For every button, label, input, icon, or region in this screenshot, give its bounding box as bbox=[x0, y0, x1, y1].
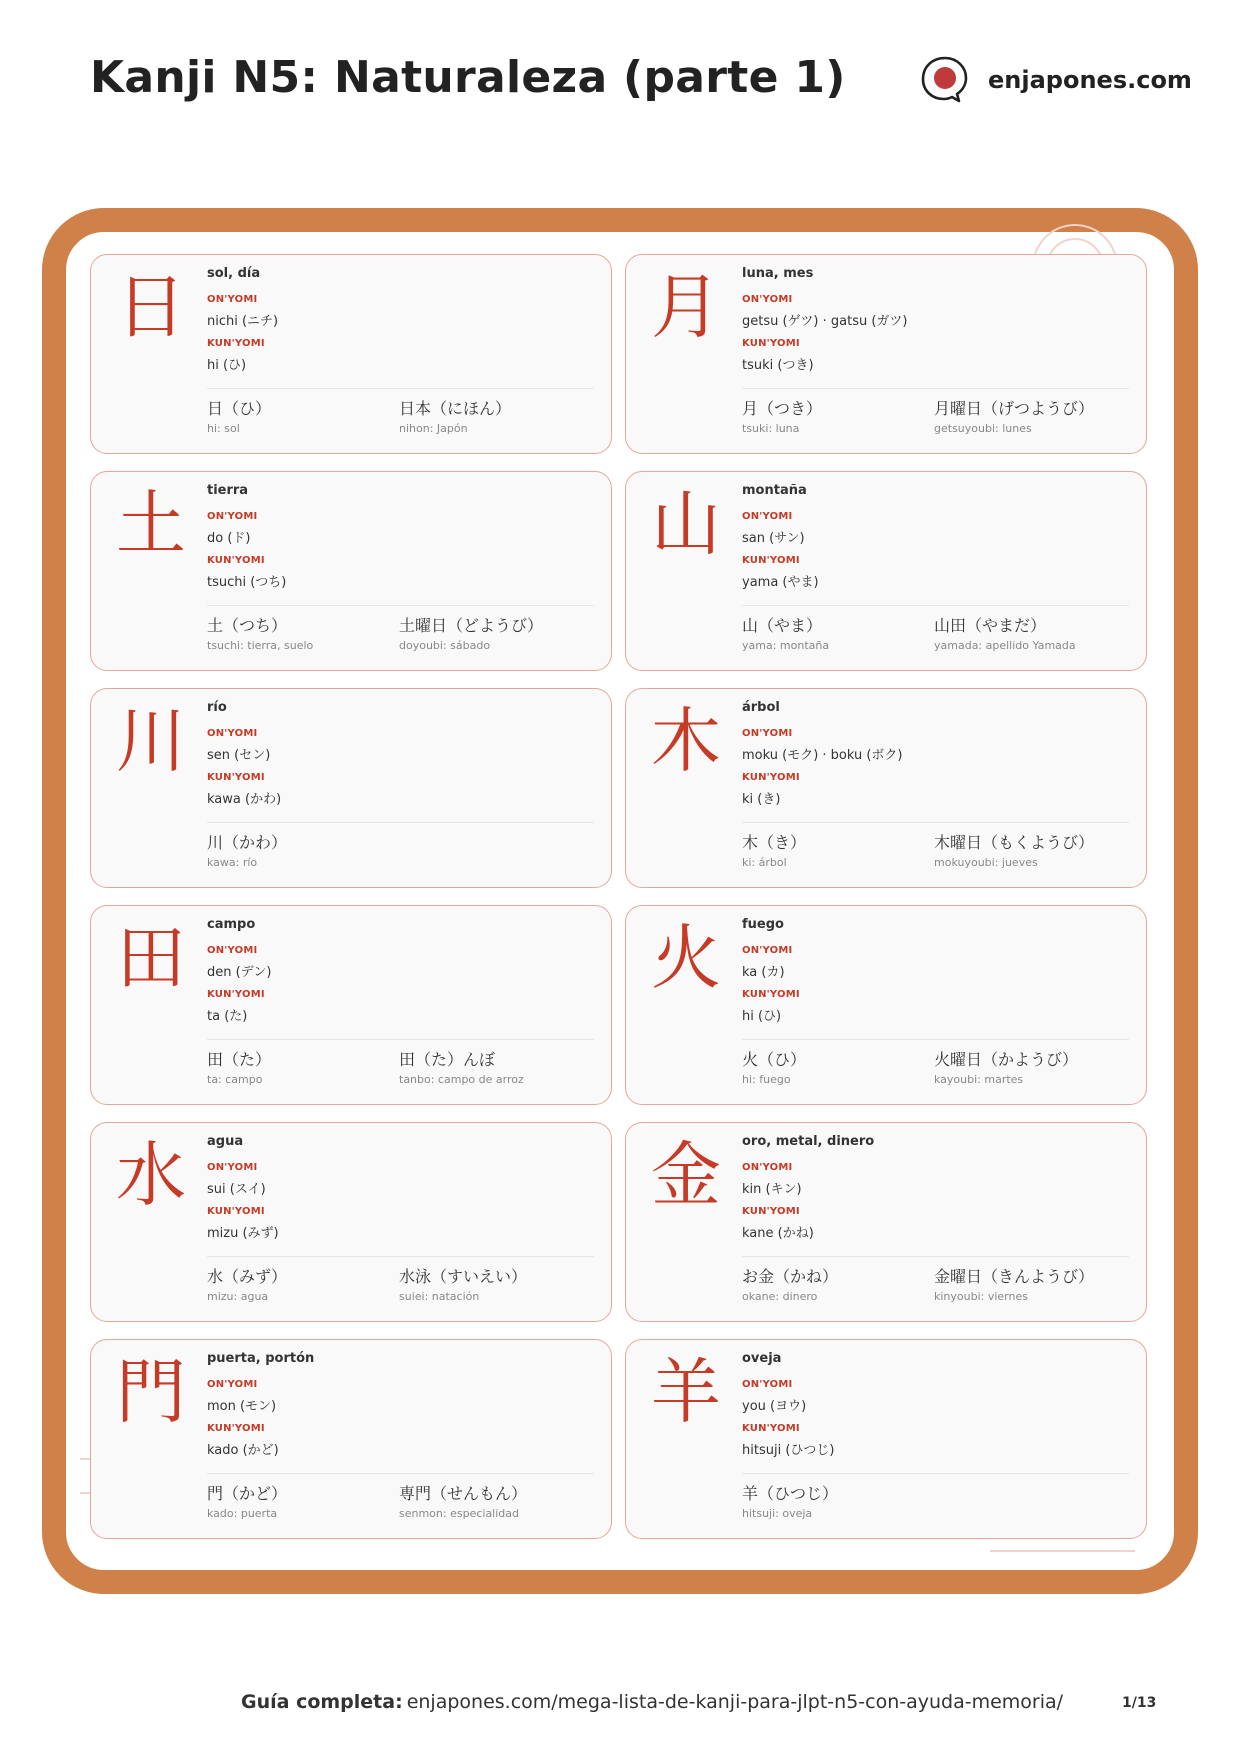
example-word: 門（かど） bbox=[207, 1484, 288, 1503]
kanji-card bbox=[625, 1122, 1147, 1322]
example-word: 金曜日（きんようび） bbox=[934, 1267, 1095, 1286]
example-vocab bbox=[207, 830, 397, 869]
kunyomi-reading: hitsuji (ひつじ) bbox=[742, 1443, 835, 1458]
example-word: 羊（ひつじ） bbox=[742, 1484, 839, 1503]
example-vocab bbox=[934, 613, 1124, 652]
onyomi-reading: moku (モク) · boku (ボク) bbox=[742, 748, 903, 763]
onyomi-reading: sui (スイ) bbox=[207, 1182, 266, 1197]
kunyomi-label: KUN'YOMI bbox=[207, 555, 265, 566]
kunyomi-label: KUN'YOMI bbox=[742, 989, 800, 1000]
example-translation: kinyoubi: viernes bbox=[934, 1290, 1028, 1303]
example-word: 月曜日（げつようび） bbox=[934, 399, 1095, 418]
kunyomi-reading: kawa (かわ) bbox=[207, 792, 282, 807]
kanji-card bbox=[90, 905, 612, 1105]
example-word: 専門（せんもん） bbox=[399, 1484, 528, 1503]
onyomi-reading: san (サン) bbox=[742, 531, 805, 546]
example-translation: kayoubi: martes bbox=[934, 1073, 1024, 1086]
brand-name: enjapones.com bbox=[988, 66, 1192, 94]
example-word: 水泳（すいえい） bbox=[399, 1267, 528, 1286]
kanji-meaning: puerta, portón bbox=[207, 1351, 315, 1366]
example-translation: okane: dinero bbox=[742, 1290, 818, 1303]
example-translation: ki: árbol bbox=[742, 856, 787, 869]
kunyomi-reading: hi (ひ) bbox=[207, 358, 247, 373]
example-vocab bbox=[934, 396, 1124, 435]
kanji-character: 羊 bbox=[651, 1351, 721, 1433]
example-word: 山（やま） bbox=[742, 616, 823, 635]
kunyomi-reading: kado (かど) bbox=[207, 1443, 279, 1458]
example-translation: mizu: agua bbox=[207, 1290, 269, 1303]
divider bbox=[742, 1473, 1129, 1474]
kanji-character: 金 bbox=[651, 1134, 721, 1216]
onyomi-label: ON'YOMI bbox=[207, 728, 258, 739]
onyomi-reading: you (ヨウ) bbox=[742, 1399, 807, 1414]
kanji-meaning: luna, mes bbox=[742, 266, 814, 281]
example-translation: mokuyoubi: jueves bbox=[934, 856, 1038, 869]
kanji-meaning: río bbox=[207, 700, 227, 715]
kanji-character: 月 bbox=[651, 266, 721, 348]
brand[interactable] bbox=[920, 55, 1192, 105]
example-word: 土曜日（どようび） bbox=[399, 616, 544, 635]
example-vocab bbox=[399, 1047, 589, 1086]
kanji-meaning: agua bbox=[207, 1134, 244, 1149]
example-vocab bbox=[742, 1481, 932, 1520]
divider bbox=[742, 605, 1129, 606]
kunyomi-label: KUN'YOMI bbox=[207, 989, 265, 1000]
example-word: 月（つき） bbox=[742, 399, 823, 418]
kunyomi-label: KUN'YOMI bbox=[207, 1206, 265, 1217]
example-vocab bbox=[742, 396, 932, 435]
kunyomi-label: KUN'YOMI bbox=[742, 338, 800, 349]
example-translation: senmon: especialidad bbox=[399, 1507, 520, 1520]
onyomi-label: ON'YOMI bbox=[742, 728, 793, 739]
divider bbox=[742, 1256, 1129, 1257]
kanji-character: 水 bbox=[116, 1134, 186, 1216]
onyomi-reading: sen (セン) bbox=[207, 748, 271, 763]
decorative-tick bbox=[80, 1492, 90, 1494]
example-vocab bbox=[742, 613, 932, 652]
example-translation: suiei: natación bbox=[399, 1290, 480, 1303]
onyomi-label: ON'YOMI bbox=[742, 945, 793, 956]
kanji-character: 木 bbox=[651, 700, 721, 782]
example-vocab bbox=[934, 1047, 1124, 1086]
kanji-meaning: oro, metal, dinero bbox=[742, 1134, 875, 1149]
kunyomi-label: KUN'YOMI bbox=[742, 1423, 800, 1434]
kunyomi-label: KUN'YOMI bbox=[742, 555, 800, 566]
divider bbox=[207, 388, 594, 389]
example-translation: hi: sol bbox=[207, 422, 240, 435]
footer-label: Guía completa: bbox=[241, 1691, 403, 1713]
kunyomi-label: KUN'YOMI bbox=[207, 338, 265, 349]
kunyomi-reading: mizu (みず) bbox=[207, 1226, 279, 1241]
onyomi-reading: den (デン) bbox=[207, 965, 272, 980]
example-translation: hi: fuego bbox=[742, 1073, 791, 1086]
kanji-character: 日 bbox=[116, 266, 186, 348]
kanji-card bbox=[625, 1339, 1147, 1539]
kunyomi-label: KUN'YOMI bbox=[742, 1206, 800, 1217]
kanji-meaning: montaña bbox=[742, 483, 807, 498]
example-vocab bbox=[742, 830, 932, 869]
footer-link[interactable]: enjapones.com/mega-lista-de-kanji-para-jlpt-n5-con-ayuda-memoria/ bbox=[406, 1691, 1064, 1713]
onyomi-label: ON'YOMI bbox=[742, 1162, 793, 1173]
example-word: 木（き） bbox=[742, 833, 807, 852]
kanji-card bbox=[90, 688, 612, 888]
kanji-card bbox=[625, 688, 1147, 888]
example-vocab bbox=[207, 1264, 397, 1303]
kunyomi-label: KUN'YOMI bbox=[207, 772, 265, 783]
example-translation: tsuchi: tierra, suelo bbox=[207, 639, 314, 652]
kunyomi-label: KUN'YOMI bbox=[742, 772, 800, 783]
example-vocab bbox=[207, 396, 397, 435]
example-word: 田（た）んぼ bbox=[399, 1050, 496, 1069]
kanji-card bbox=[625, 471, 1147, 671]
kanji-character: 山 bbox=[651, 483, 721, 565]
page-title: Kanji N5: Naturaleza (parte 1) bbox=[90, 52, 846, 103]
onyomi-reading: nichi (ニチ) bbox=[207, 314, 279, 329]
kanji-meaning: fuego bbox=[742, 917, 784, 932]
example-word: 日（ひ） bbox=[207, 399, 272, 418]
example-word: 土（つち） bbox=[207, 616, 288, 635]
example-vocab bbox=[742, 1047, 932, 1086]
divider bbox=[207, 1256, 594, 1257]
kunyomi-reading: tsuchi (つち) bbox=[207, 575, 287, 590]
kanji-card bbox=[625, 905, 1147, 1105]
example-vocab bbox=[207, 613, 397, 652]
example-word: 火曜日（かようび） bbox=[934, 1050, 1079, 1069]
kanji-card bbox=[90, 1122, 612, 1322]
example-translation: getsuyoubi: lunes bbox=[934, 422, 1032, 435]
onyomi-label: ON'YOMI bbox=[207, 1379, 258, 1390]
example-vocab bbox=[934, 1264, 1124, 1303]
kanji-meaning: sol, día bbox=[207, 266, 261, 281]
example-vocab bbox=[207, 1481, 397, 1520]
kanji-character: 川 bbox=[116, 700, 186, 782]
divider bbox=[742, 822, 1129, 823]
footer-guide bbox=[241, 1691, 1063, 1713]
onyomi-reading: getsu (ゲツ) · gatsu (ガツ) bbox=[742, 314, 908, 329]
example-translation: nihon: Japón bbox=[399, 422, 468, 435]
speech-bubble-logo-icon bbox=[920, 55, 970, 105]
kanji-card bbox=[625, 254, 1147, 454]
example-vocab bbox=[399, 613, 589, 652]
page-number: 1/13 bbox=[1122, 1695, 1157, 1711]
onyomi-label: ON'YOMI bbox=[742, 511, 793, 522]
onyomi-label: ON'YOMI bbox=[207, 945, 258, 956]
example-word: 火（ひ） bbox=[742, 1050, 807, 1069]
onyomi-label: ON'YOMI bbox=[742, 294, 793, 305]
example-translation: ta: campo bbox=[207, 1073, 263, 1086]
kunyomi-reading: yama (やま) bbox=[742, 575, 819, 590]
example-translation: doyoubi: sábado bbox=[399, 639, 491, 652]
example-vocab bbox=[399, 396, 589, 435]
onyomi-label: ON'YOMI bbox=[207, 511, 258, 522]
onyomi-label: ON'YOMI bbox=[207, 294, 258, 305]
onyomi-reading: ka (カ) bbox=[742, 965, 785, 980]
kunyomi-label: KUN'YOMI bbox=[207, 1423, 265, 1434]
divider bbox=[207, 605, 594, 606]
kanji-meaning: campo bbox=[207, 917, 256, 932]
example-word: 山田（やまだ） bbox=[934, 616, 1047, 635]
onyomi-reading: kin (キン) bbox=[742, 1182, 802, 1197]
example-translation: hitsuji: oveja bbox=[742, 1507, 813, 1520]
kunyomi-reading: tsuki (つき) bbox=[742, 358, 814, 373]
example-word: 木曜日（もくようび） bbox=[934, 833, 1095, 852]
example-translation: yama: montaña bbox=[742, 639, 830, 652]
onyomi-reading: mon (モン) bbox=[207, 1399, 277, 1414]
example-vocab bbox=[399, 1481, 589, 1520]
kanji-character: 土 bbox=[116, 483, 186, 565]
example-translation: kado: puerta bbox=[207, 1507, 278, 1520]
example-word: 田（た） bbox=[207, 1050, 272, 1069]
kanji-card bbox=[90, 254, 612, 454]
decorative-line bbox=[990, 1550, 1135, 1552]
divider bbox=[742, 1039, 1129, 1040]
divider bbox=[207, 1039, 594, 1040]
example-translation: tsuki: luna bbox=[742, 422, 800, 435]
example-translation: tanbo: campo de arroz bbox=[399, 1073, 524, 1086]
example-translation: yamada: apellido Yamada bbox=[934, 639, 1076, 652]
kanji-character: 火 bbox=[651, 917, 721, 999]
divider bbox=[742, 388, 1129, 389]
example-word: お金（かね） bbox=[742, 1267, 839, 1286]
kanji-card bbox=[90, 1339, 612, 1539]
decorative-tick bbox=[80, 1458, 90, 1460]
kunyomi-reading: hi (ひ) bbox=[742, 1009, 782, 1024]
example-vocab bbox=[207, 1047, 397, 1086]
example-vocab bbox=[399, 1264, 589, 1303]
divider bbox=[207, 822, 594, 823]
onyomi-label: ON'YOMI bbox=[742, 1379, 793, 1390]
kunyomi-reading: kane (かね) bbox=[742, 1226, 814, 1241]
kanji-meaning: oveja bbox=[742, 1351, 782, 1366]
kunyomi-reading: ki (き) bbox=[742, 792, 781, 807]
onyomi-reading: do (ド) bbox=[207, 531, 251, 546]
divider bbox=[207, 1473, 594, 1474]
example-vocab bbox=[742, 1264, 932, 1303]
example-vocab bbox=[934, 830, 1124, 869]
onyomi-label: ON'YOMI bbox=[207, 1162, 258, 1173]
kanji-character: 田 bbox=[116, 917, 186, 999]
kanji-card bbox=[90, 471, 612, 671]
example-word: 川（かわ） bbox=[207, 833, 288, 852]
kunyomi-reading: ta (た) bbox=[207, 1009, 248, 1024]
kanji-character: 門 bbox=[116, 1351, 186, 1433]
example-translation: kawa: río bbox=[207, 856, 258, 869]
kanji-meaning: árbol bbox=[742, 700, 780, 715]
kanji-meaning: tierra bbox=[207, 483, 249, 498]
example-word: 日本（にほん） bbox=[399, 399, 512, 418]
example-word: 水（みず） bbox=[207, 1267, 288, 1286]
